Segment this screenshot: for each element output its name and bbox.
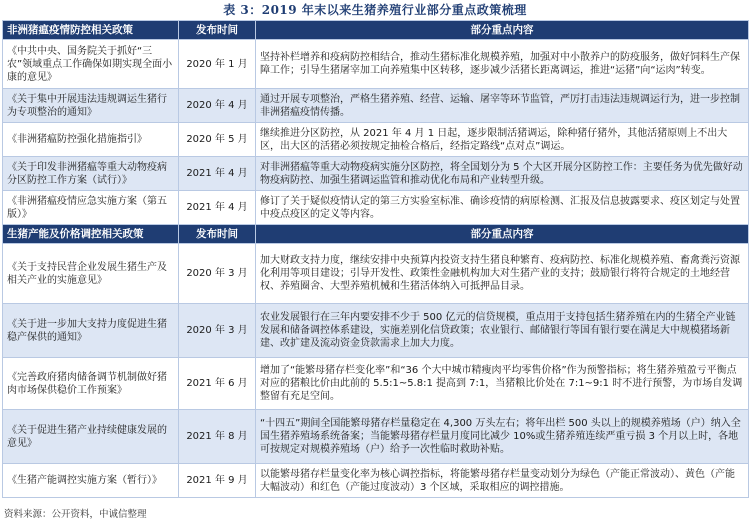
policy-table xyxy=(2,20,749,498)
table-row xyxy=(3,244,749,304)
table-row xyxy=(3,410,749,464)
section-header-policy: 生猪产能及价格调控相关政策 xyxy=(3,225,179,244)
key-content: 继续推进分区防控，从 2021 年 4 月 1 日起，逐步限制活猪调运，除种猪仔猪外，其他活猪原则上不出大区，出大区的活猪必须按规定抽检合格后，经指定路线“点对点”调运。 xyxy=(256,123,749,157)
section-header-date: 发布时间 xyxy=(179,21,256,40)
table-row xyxy=(3,40,749,89)
key-content: 农业发展银行在三年内要安排不少于 500 亿元的信贷规模，重点用于支持包括生猪养殖在内的生猪全产业链发展和储备调控体系建设，实施差别化信贷政策；农业银行、邮储银行等国有银行要在满足大中规模猪场新建、改扩建及流动资金贷款需求上加大力度。 xyxy=(256,304,749,358)
source-note: 资料来源：公开资料，中诚信整理 xyxy=(4,509,147,520)
release-date: 2021 年 4 月 xyxy=(179,157,256,191)
table-row xyxy=(3,157,749,191)
key-content: 加大财政支持力度，继续安排中央预算内投资支持生猪良种繁育、疫病防控、标准化规模养殖、畜禽粪污资源化利用等项目建设；引导开发性、政策性金融机构加大对生猪产业的支持；鼓励银行将符合规定的土地经营权、养殖圈舍、大型养殖机械和生猪活体纳入可抵押品目录。 xyxy=(256,244,749,304)
table-row xyxy=(3,304,749,358)
release-date: 2020 年 3 月 xyxy=(179,244,256,304)
key-content: 增加了“能繁母猪存栏变化率”和“36 个大中城市精瘦肉平均零售价格”作为预警指标；将生猪养殖盈亏平衡点对应的猪粮比价由此前的 5.5:1~5.8:1 提高到 7:1，当猪粮比价处在 7:1~9:1 时不进行预警，为市场自发调整留有充足空间。 xyxy=(256,358,749,410)
policy-name: 《非洲猪瘟疫情应急实施方案（第五版）》 xyxy=(3,191,179,225)
policy-name: 《关于集中开展违法违规调运生猪行为专项整治的通知》 xyxy=(3,89,179,123)
section-header-date: 发布时间 xyxy=(179,225,256,244)
key-content: 坚持补栏增养和疫病防控相结合，推动生猪标准化规模养殖，加强对中小散养户的防疫服务，做好饲料生产保障工作；引导生猪屠宰加工向养殖集中区转移，逐步减少活猪长距离调运，推进“运猪”向“运肉”转变。 xyxy=(256,40,749,89)
release-date: 2021 年 4 月 xyxy=(179,191,256,225)
policy-name: 《非洲猪瘟防控强化措施指引》 xyxy=(3,123,179,157)
table-title: 表 3：2019 年末以来生猪养殖行业部分重点政策梳理 xyxy=(223,3,527,17)
release-date: 2021 年 8 月 xyxy=(179,410,256,464)
key-content: “十四五”期间全国能繁母猪存栏量稳定在 4,300 万头左右；将年出栏 500 头以上的规模养殖场（户）纳入全国生猪养殖场系统备案；当能繁母猪存栏量月度同比减少 10%或生猪养殖连续严重亏损 3 个月以上时，各地可按规定对规模养殖场（户）给予一次性临时救助补贴。 xyxy=(256,410,749,464)
table-row xyxy=(3,191,749,225)
table-row xyxy=(3,123,749,157)
release-date: 2021 年 9 月 xyxy=(179,464,256,498)
section-header-policy: 非洲猪瘟疫情防控相关政策 xyxy=(3,21,179,40)
policy-name: 《关于进一步加大支持力度促进生猪稳产保供的通知》 xyxy=(3,304,179,358)
release-date: 2020 年 5 月 xyxy=(179,123,256,157)
policy-name: 《关于促进生猪产业持续健康发展的意见》 xyxy=(3,410,179,464)
release-date: 2020 年 1 月 xyxy=(179,40,256,89)
table-row xyxy=(3,464,749,498)
release-date: 2020 年 3 月 xyxy=(179,304,256,358)
key-content: 修订了关于疑似疫情认定的第三方实验室标准、确诊疫情的病原检测、汇报及信息披露要求、疫区划定与处置中疫点疫区的定义等内容。 xyxy=(256,191,749,225)
policy-name: 《生猪产能调控实施方案（暂行）》 xyxy=(3,464,179,498)
key-content: 以能繁母猪存栏量变化率为核心调控指标，将能繁母猪存栏量变动划分为绿色（产能正常波动）、黄色（产能大幅波动）和红色（产能过度波动）3 个区域，采取相应的调控措施。 xyxy=(256,464,749,498)
policy-name: 《关于印发非洲猪瘟等重大动物疫病分区防控工作方案（试行）》 xyxy=(3,157,179,191)
policy-name: 《中共中央、国务院关于抓好“三农”领域重点工作确保如期实现全面小康的意见》 xyxy=(3,40,179,89)
key-content: 对非洲猪瘟等重大动物疫病实施分区防控，将全国划分为 5 个大区开展分区防控工作：主要任务为优先做好动物疫病防控、加强生猪调运监管和推动优化布局和产业转型升级。 xyxy=(256,157,749,191)
section-header-content: 部分重点内容 xyxy=(256,225,749,244)
table-row xyxy=(3,358,749,410)
section-header-content: 部分重点内容 xyxy=(256,21,749,40)
key-content: 通过开展专项整治，严格生猪养殖、经营、运输、屠宰等环节监管，严厉打击违法违规调运行为，进一步控制非洲猪瘟疫情传播。 xyxy=(256,89,749,123)
section-header-row xyxy=(3,225,749,244)
release-date: 2021 年 6 月 xyxy=(179,358,256,410)
table-row xyxy=(3,89,749,123)
policy-name: 《完善政府猪肉储备调节机制做好猪肉市场保供稳价工作预案》 xyxy=(3,358,179,410)
policy-name: 《关于支持民营企业发展生猪生产及相关产业的实施意见》 xyxy=(3,244,179,304)
section-header-row xyxy=(3,21,749,40)
release-date: 2020 年 4 月 xyxy=(179,89,256,123)
